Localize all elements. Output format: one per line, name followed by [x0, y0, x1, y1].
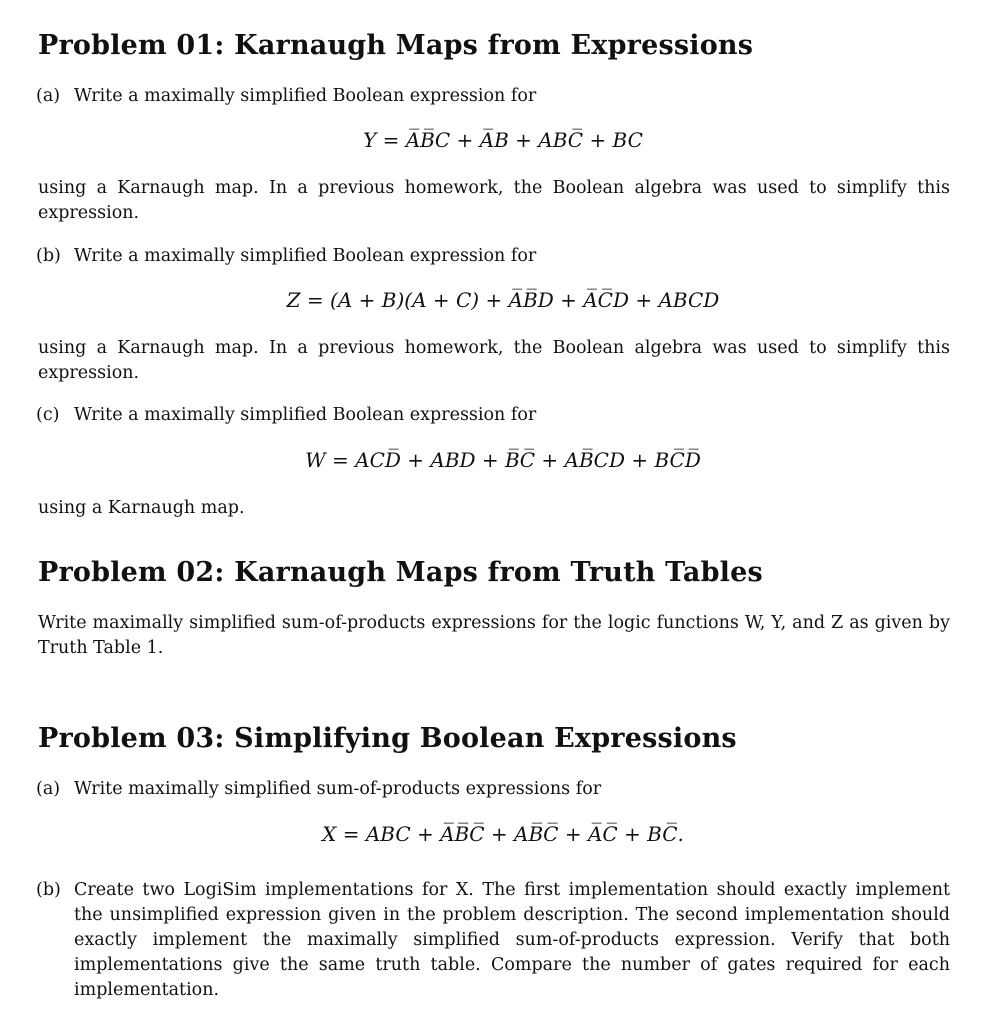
equation-z: Z = (A + B)(A + C) + A̅B̅D + A̅C̅D + ABCD	[286, 288, 720, 312]
equation-w: W = ACD̅ + ABD + B̅C̅ + AB̅CD + BC̅D̅	[305, 448, 701, 472]
problem-01-heading: Problem 01: Karnaugh Maps from Expressions	[38, 30, 754, 61]
problem-03-part-b-text: Create two LogiSim implementations for X. The first implementation should exactly implement the unsimplified expression given in the problem description. The second implementation should exactly implement the maximally simplified sum-of-products expression. Verify that both implementations give the same truth table. Compare the number of gates required for each implementation.	[74, 880, 950, 1000]
part-label: (c)	[36, 405, 60, 425]
part-label: (a)	[36, 86, 61, 106]
part-lead-text: Write a maximally simplified Boolean expression for	[74, 405, 537, 425]
problem-01-part-b-tail: using a Karnaugh map. In a previous homework, the Boolean algebra was used to simplify this expression.	[38, 338, 950, 383]
part-lead-text: Write a maximally simplified Boolean expression for	[74, 86, 537, 106]
part-lead-text: Write maximally simplified sum-of-products expressions for	[74, 779, 602, 799]
part-lead-text: Write a maximally simplified Boolean expression for	[74, 246, 537, 266]
part-label: (a)	[36, 779, 61, 799]
part-label: (b)	[36, 246, 61, 266]
problem-01-part-c-tail: using a Karnaugh map.	[38, 498, 245, 518]
problem-02-text: Write maximally simplified sum-of-products expressions for the logic functions W, Y, and Z as given by Truth Table 1.	[38, 613, 950, 658]
problem-03-heading: Problem 03: Simplifying Boolean Expressions	[38, 723, 737, 754]
equation-x: X = ABC + A̅B̅C̅ + AB̅C̅ + A̅C̅ + BC̅.	[322, 822, 684, 846]
problem-02-heading: Problem 02: Karnaugh Maps from Truth Tables	[38, 557, 763, 588]
problem-01-part-a-tail: using a Karnaugh map. In a previous homework, the Boolean algebra was used to simplify this expression.	[38, 178, 950, 223]
part-label: (b)	[36, 880, 61, 900]
equation-y: Y = A̅B̅C + A̅B + ABC̅ + BC	[363, 128, 643, 152]
